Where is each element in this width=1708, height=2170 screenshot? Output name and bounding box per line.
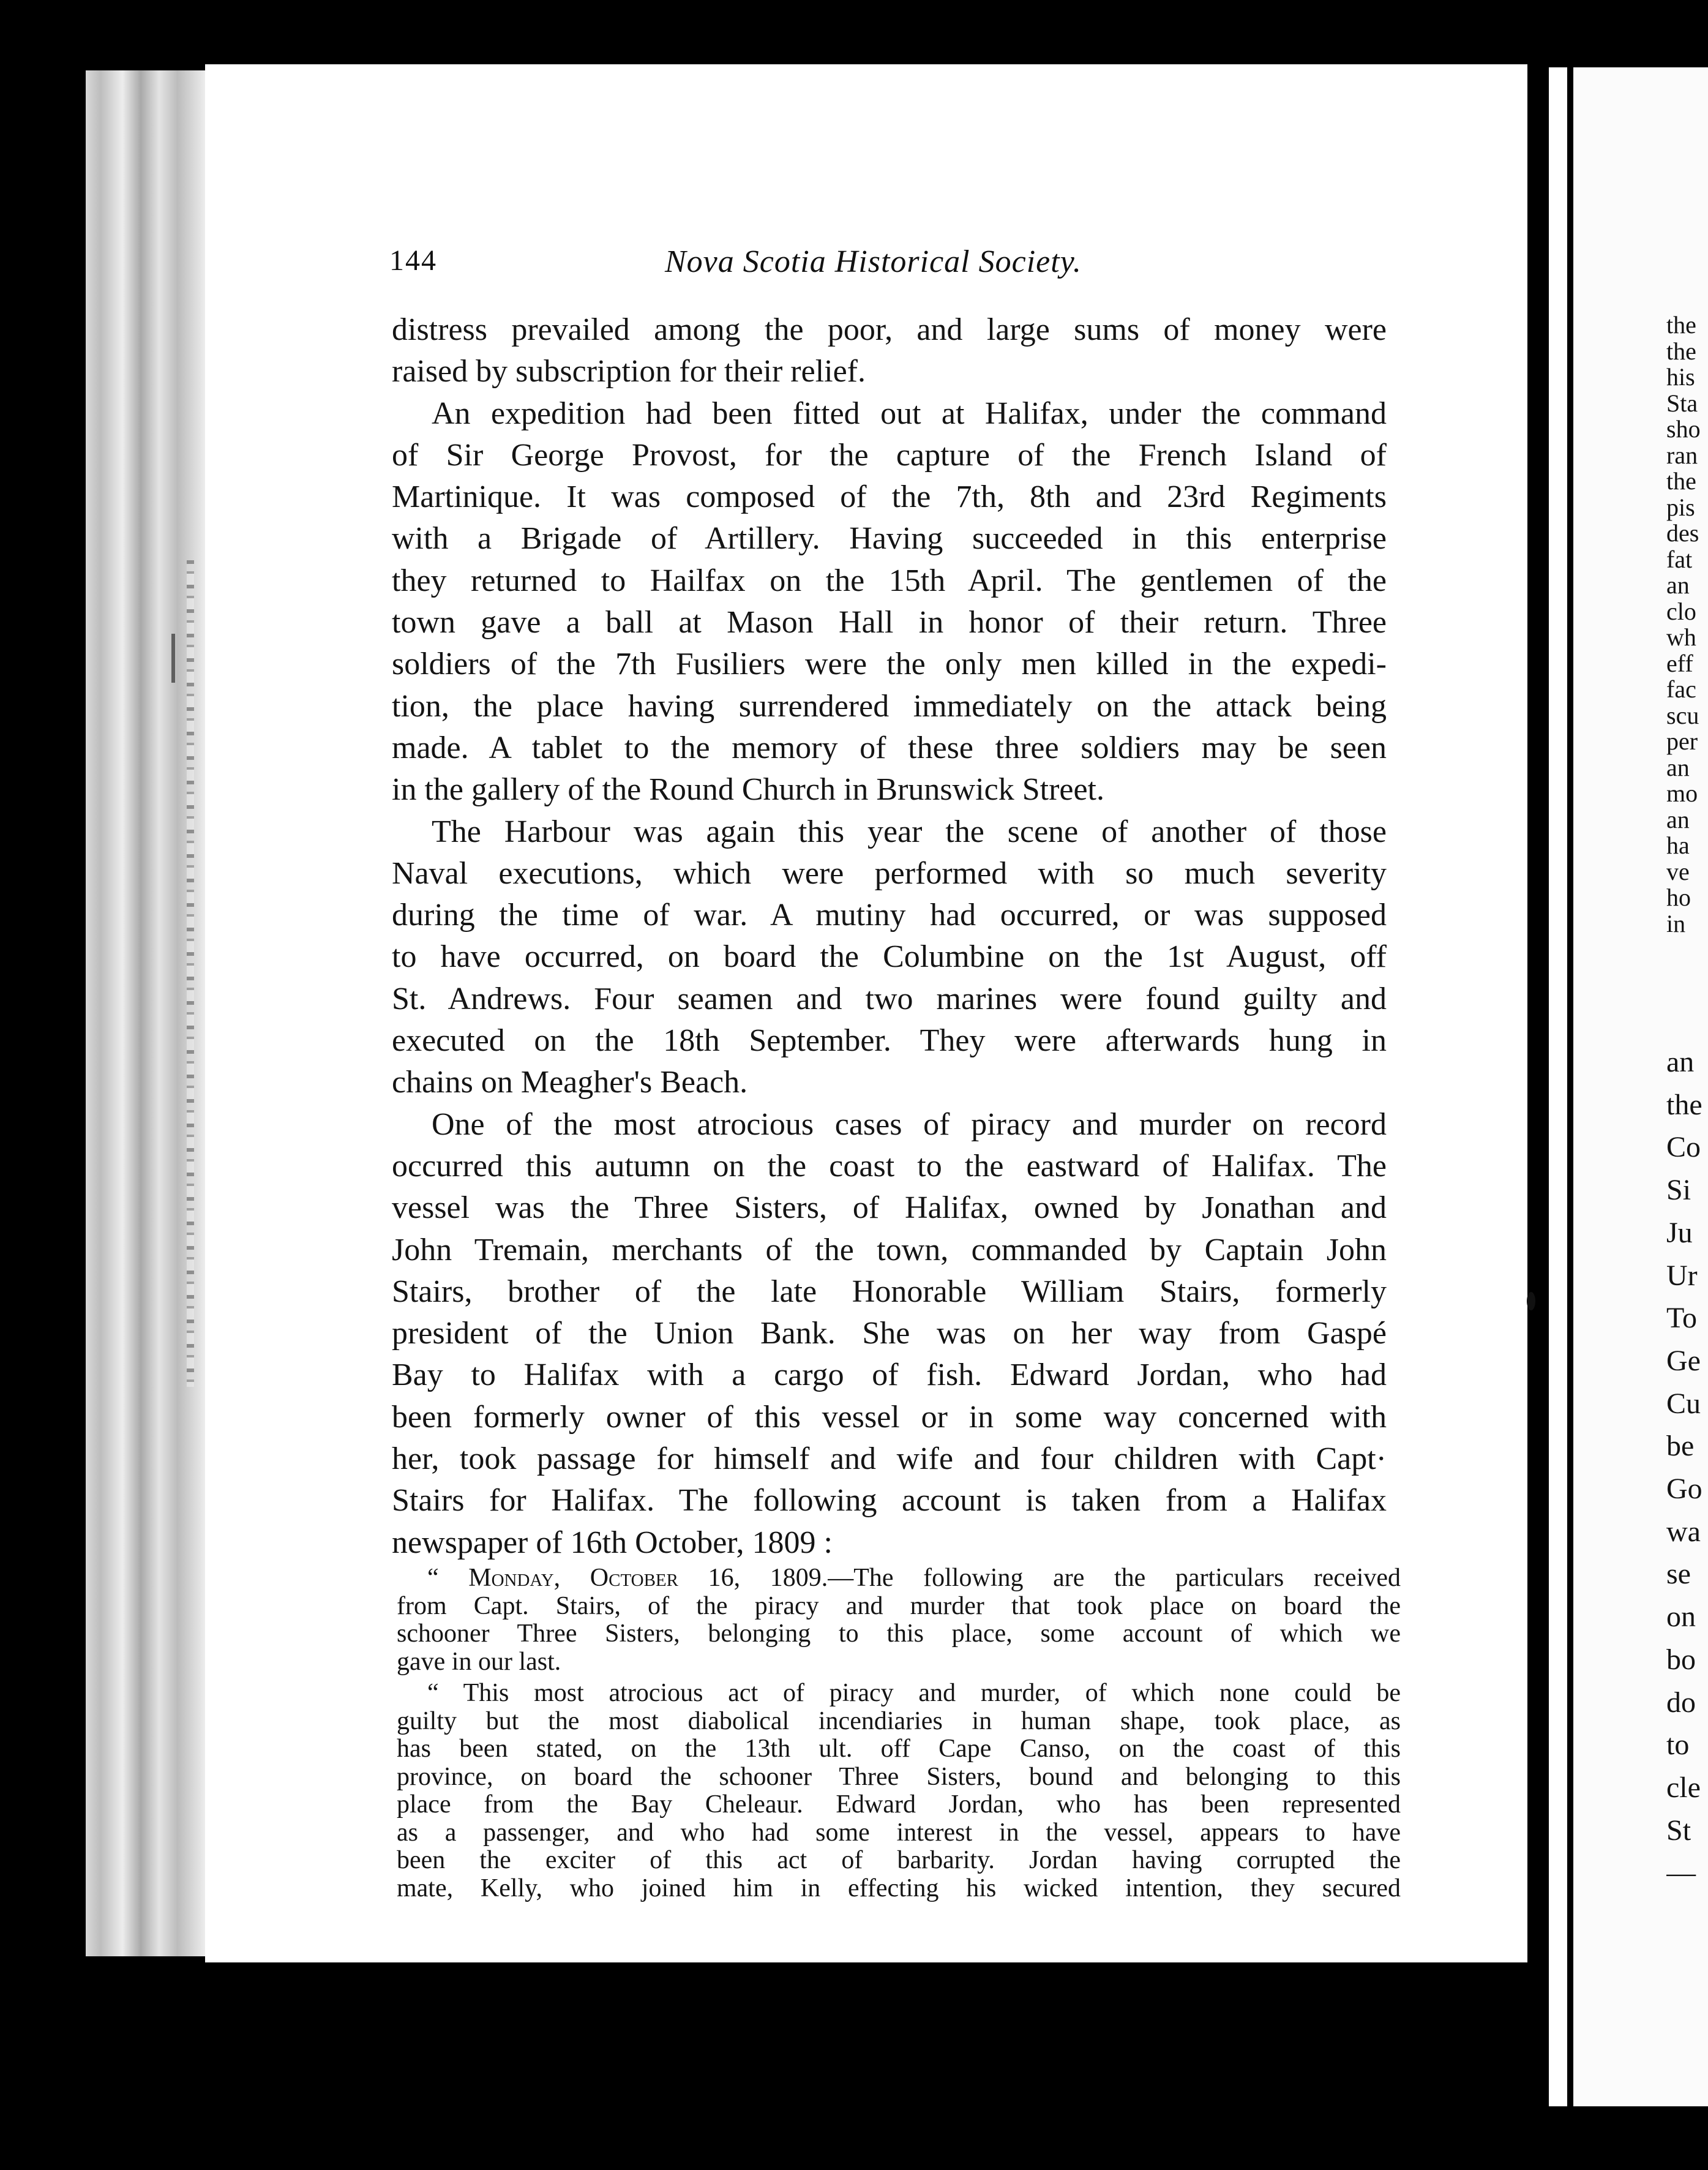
text-line: during the time of war. A mutiny had occurred, or was supposed bbox=[392, 898, 1387, 933]
fragment: se bbox=[1666, 1558, 1691, 1591]
quote-dateline bbox=[397, 1564, 1401, 1593]
quote-line: guilty but the most diabolical incendiaries in human shape, took place, as bbox=[397, 1706, 1401, 1735]
quote-line: been the exciter of this act of barbarity. Jordan having corrupted the bbox=[397, 1846, 1401, 1874]
quote-line: mate, Kelly, who joined him in effecting his wicked intention, they secured bbox=[397, 1874, 1401, 1902]
text-line: St. Andrews. Four seamen and two marines were found guilty and bbox=[392, 981, 1387, 1016]
fragment: Si bbox=[1666, 1174, 1691, 1207]
fragment: To bbox=[1666, 1302, 1697, 1335]
facing-page-text-upper bbox=[1666, 312, 1708, 937]
fragment: Ju bbox=[1666, 1216, 1693, 1249]
text-line: soldiers of the 7th Fusiliers were the only men killed in the expedi- bbox=[392, 647, 1387, 682]
text-line: of Sir George Provost, for the capture of the French Island of bbox=[392, 437, 1387, 473]
dateline-small-caps: “ Monday, October bbox=[427, 1564, 678, 1592]
quote-line: gave in our last. bbox=[397, 1647, 561, 1676]
fragment: Ur bbox=[1666, 1259, 1698, 1292]
text-line: tion, the place having surrendered immediately on the attack being bbox=[392, 688, 1387, 724]
fragment: an bbox=[1666, 805, 1690, 833]
fragment: the bbox=[1666, 1088, 1702, 1121]
quote-line: from Capt. Stairs, of the piracy and murder that took place on board the bbox=[397, 1591, 1401, 1620]
fragment: scu bbox=[1666, 701, 1699, 729]
text-line: executed on the 18th September. They were afterwards hung in bbox=[392, 1023, 1387, 1059]
fragment: sho bbox=[1666, 415, 1701, 443]
fragment: wa bbox=[1666, 1515, 1701, 1548]
fragment: to bbox=[1666, 1729, 1690, 1762]
quote-line: schooner Three Sisters, belonging to this place, some account of which we bbox=[397, 1620, 1401, 1648]
fragment: ran bbox=[1666, 441, 1698, 469]
text-line: John Tremain, merchants of the town, commanded by Captain John bbox=[392, 1232, 1387, 1267]
fragment: ho bbox=[1666, 884, 1691, 911]
fragment: an bbox=[1666, 1046, 1695, 1078]
fragment: ha bbox=[1666, 832, 1690, 859]
fragment: mo bbox=[1666, 779, 1698, 807]
fragment: the bbox=[1666, 312, 1696, 339]
quote-line: has been stated, on the 13th ult. off Cape Canso, on the coast of this bbox=[397, 1735, 1401, 1763]
fragment: in bbox=[1666, 909, 1686, 937]
text-line: been formerly owner of this vessel or in some way concerned with bbox=[392, 1399, 1387, 1435]
fragment: St bbox=[1666, 1814, 1691, 1847]
fragment: fac bbox=[1666, 675, 1696, 703]
fragment: — bbox=[1666, 1857, 1696, 1890]
fragment: Cu bbox=[1666, 1387, 1701, 1420]
text-line: in the gallery of the Round Church in Brunswick Street. bbox=[392, 772, 1105, 808]
text-line: raised by subscription for their relief. bbox=[392, 354, 866, 389]
text-line: to have occurred, on board the Columbine on the 1st August, off bbox=[392, 939, 1387, 975]
text-line: with a Brigade of Artillery. Having succeeded in this enterprise bbox=[392, 521, 1387, 557]
fragment: pis bbox=[1666, 493, 1695, 521]
newspaper-quote bbox=[397, 1564, 1401, 1902]
fragment: fat bbox=[1666, 545, 1693, 573]
fragment: an bbox=[1666, 571, 1690, 599]
text-line: distress prevailed among the poor, and large sums of money were bbox=[392, 312, 1387, 347]
fragment: Sta bbox=[1666, 389, 1698, 417]
text-line: occurred this autumn on the coast to the eastward of Halifax. The bbox=[392, 1148, 1387, 1184]
fragment: Ge bbox=[1666, 1344, 1701, 1377]
text-line: Bay to Halifax with a cargo of fish. Edward Jordan, who had bbox=[392, 1357, 1387, 1393]
text-line: Stairs for Halifax. The following account is taken from a Halifax bbox=[392, 1483, 1387, 1519]
fragment: be bbox=[1666, 1430, 1695, 1463]
fragment: des bbox=[1666, 519, 1699, 547]
quote-line: place from the Bay Cheleaur. Edward Jordan, who has been represented bbox=[397, 1790, 1401, 1819]
running-head bbox=[389, 244, 1387, 293]
text-line: Martinique. It was composed of the 7th, 8th and 23rd Regiments bbox=[392, 479, 1387, 515]
fragment: per bbox=[1666, 727, 1698, 755]
text-line: One of the most atrocious cases of piracy and murder on record bbox=[432, 1106, 1387, 1142]
body-text bbox=[392, 309, 1387, 1564]
text-line: Stairs, brother of the late Honorable William Stairs, formerly bbox=[392, 1274, 1387, 1309]
text-line: chains on Meagher's Beach. bbox=[392, 1065, 748, 1100]
fragment: an bbox=[1666, 753, 1690, 781]
text-line: vessel was the Three Sisters, of Halifax, owned by Jonathan and bbox=[392, 1190, 1387, 1226]
fragment: the bbox=[1666, 467, 1696, 495]
fragment: eff bbox=[1666, 649, 1693, 677]
fragment: the bbox=[1666, 337, 1696, 365]
text-line: president of the Union Bank. She was on her way from Gaspé bbox=[392, 1316, 1387, 1351]
text-line: newspaper of 16th October, 1809 : bbox=[392, 1525, 833, 1560]
text-line: The Harbour was again this year the scene of another of those bbox=[432, 814, 1387, 849]
quote-line: province, on board the schooner Three Sisters, bound and belonging to this bbox=[397, 1762, 1401, 1791]
fragment: wh bbox=[1666, 623, 1696, 651]
page-number: 144 bbox=[389, 244, 437, 277]
text-line: made. A tablet to the memory of these three soldiers may be seen bbox=[392, 730, 1387, 765]
text-line: they returned to Hailfax on the 15th April. The gentlemen of the bbox=[392, 563, 1387, 598]
fragment: Go bbox=[1666, 1473, 1702, 1506]
dateline-rest: 16, 1809.—The following are the particulars received bbox=[678, 1564, 1401, 1592]
fragment: ve bbox=[1666, 857, 1690, 885]
book-page-edges bbox=[86, 70, 208, 1956]
quote-line: “ This most atrocious act of piracy and murder, of which none could be bbox=[427, 1679, 1401, 1707]
fragment: Co bbox=[1666, 1131, 1701, 1164]
fragment: clo bbox=[1666, 597, 1696, 625]
facing-page-text-lower bbox=[1666, 1041, 1708, 1894]
text-line: An expedition had been fitted out at Halifax, under the command bbox=[432, 396, 1387, 431]
text-line: Naval executions, which were performed with so much severity bbox=[392, 855, 1387, 891]
running-title: Nova Scotia Historical Society. bbox=[665, 244, 1082, 279]
fragment: cle bbox=[1666, 1771, 1701, 1804]
quote-line: as a passenger, and who had some interest in the vessel, appears to have bbox=[397, 1818, 1401, 1847]
fragment: do bbox=[1666, 1686, 1696, 1719]
text-line: her, took passage for himself and wife and four children with Capt· bbox=[392, 1441, 1387, 1477]
text-line: town gave a ball at Mason Hall in honor of their return. Three bbox=[392, 605, 1387, 640]
page-fold-mark bbox=[1527, 1292, 1535, 1310]
fragment: bo bbox=[1666, 1643, 1696, 1676]
fragment: on bbox=[1666, 1601, 1696, 1634]
fragment: his bbox=[1666, 363, 1695, 391]
